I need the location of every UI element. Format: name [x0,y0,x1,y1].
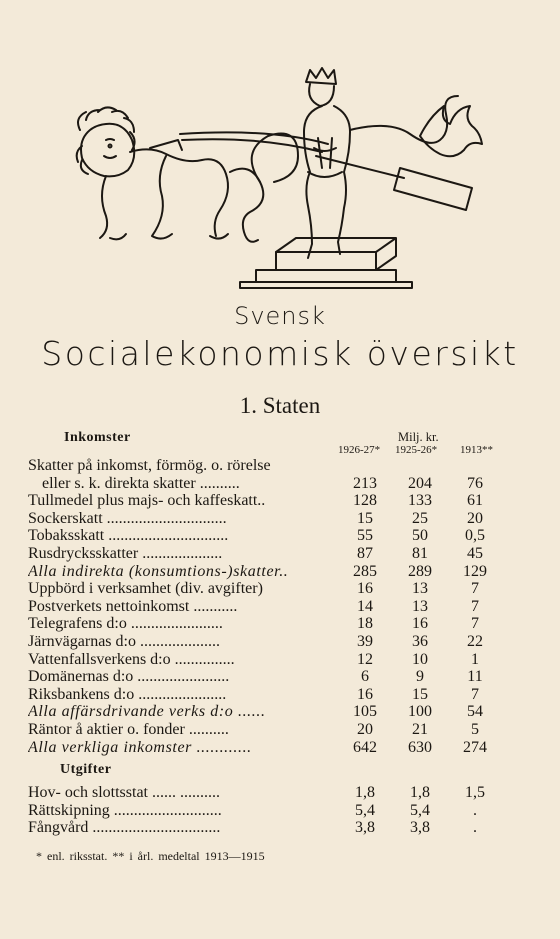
table-row [28,492,538,510]
row-value: 1,8 [355,784,375,801]
table-row [28,703,538,721]
row-value: 21 [412,720,428,738]
row-value: 18 [357,615,373,633]
row-value: . [473,801,477,819]
table-row [28,545,538,563]
row-value: 7 [471,615,479,633]
table-row [28,651,538,669]
row-value: 133 [408,492,432,510]
row-value: 10 [412,650,428,668]
expenses-heading: Utgifter [60,762,112,777]
table-row [28,510,538,528]
expenses-table [28,784,538,837]
table-row [28,686,538,704]
lion-and-figure-illustration [60,60,490,290]
row-value: 25 [412,509,428,527]
row-label: Rusdrycksskatter .................... [28,544,223,562]
row-value: 100 [408,703,432,721]
income-table [28,457,538,756]
income-heading: Inkomster [64,430,131,445]
row-value: 1 [471,650,479,668]
row-value: 128 [353,492,377,510]
section-title: 1. Staten [239,393,321,418]
row-label: Fångvård ................................ [28,819,221,836]
footnote: * enl. riksstat. ** i årl. medeltal 1913—1915 [36,849,265,863]
row-value: 5,4 [355,801,375,819]
column-header-1926: 1926-27* [338,444,381,456]
row-value: . [473,819,477,836]
table-row [28,721,538,739]
row-value: 213 [353,474,377,492]
column-header-1925: 1925-26* [395,444,438,456]
row-label: Skatter på inkomst, förmög. o. rörelse [28,457,271,474]
row-value: 289 [408,562,432,580]
table-row [28,563,538,581]
row-value: 15 [357,509,373,527]
row-label: Alla affärsdrivande verks d:o ...... [28,703,266,721]
row-value: 45 [467,544,483,562]
table-row [28,802,538,820]
row-value: 20 [357,720,373,738]
row-value: 7 [471,580,479,598]
row-label: Vattenfallsverkens d:o ............... [28,650,235,668]
row-label: Sockerskatt .............................. [28,509,227,527]
row-value: 642 [353,738,377,756]
row-value: 7 [471,597,479,615]
crowned-figure-drawing [304,68,458,258]
row-value: 22 [467,632,483,650]
unit-label: Milj. kr. [398,430,439,444]
row-label: Alla verkliga inkomster ............ [28,738,252,756]
row-value: 5 [471,720,479,738]
row-value: 11 [467,668,483,686]
table-row [28,615,538,633]
pedestal-drawing [240,238,412,288]
row-value: 16 [357,580,373,598]
row-value: 3,8 [410,819,430,836]
row-value: 5,4 [410,801,430,819]
row-value: 105 [353,703,377,721]
row-label: Alla indirekta (konsumtions-)skatter.. [28,562,289,580]
row-value: 1,5 [465,784,485,801]
row-value: 0,5 [465,527,485,545]
row-value: 1,8 [410,784,430,801]
row-value: 87 [357,544,373,562]
row-value: 20 [467,509,483,527]
row-value: 13 [412,580,428,598]
row-value: 16 [357,685,373,703]
row-label: Tobaksskatt .............................. [28,527,229,545]
table-row [28,457,538,475]
row-value: 285 [353,562,377,580]
row-value: 7 [471,685,479,703]
row-value: 630 [408,738,432,756]
row-value: 129 [463,562,487,580]
lion-drawing [77,107,264,241]
row-value: 39 [357,632,373,650]
row-value: 13 [412,597,428,615]
row-value: 204 [408,474,432,492]
row-label: Rättskipning ........................... [28,801,222,819]
row-value: 12 [357,650,373,668]
row-value: 36 [412,632,428,650]
row-value: 16 [412,615,428,633]
row-label: Uppbörd i verksamhet (div. avgifter) [28,580,263,598]
row-value: 54 [467,703,483,721]
row-value: 55 [357,527,373,545]
row-value: 6 [361,668,369,686]
page-title: Socialekonomisk översikt [41,334,519,373]
row-label: Hov- och slottsstat ...... .......... [28,784,220,801]
row-label: eller s. k. direkta skatter .......... [42,474,240,492]
row-label: Järnvägarnas d:o .................... [28,632,220,650]
row-value: 61 [467,492,483,510]
page-supertitle: Svensk [234,302,326,330]
table-row [28,527,538,545]
table-row [28,668,538,686]
row-value: 50 [412,527,428,545]
row-value: 3,8 [355,819,375,836]
row-label: Räntor å aktier o. fonder .......... [28,720,229,738]
row-value: 9 [416,668,424,686]
plume-drawing [420,106,482,156]
row-label: Tullmedel plus majs- och kaffeskatt.. [28,492,266,510]
table-row [28,819,538,837]
column-header-1913: 1913** [460,444,493,456]
table-row [28,739,538,757]
row-value: 81 [412,544,428,562]
table-row [28,580,538,598]
row-value: 14 [357,597,373,615]
row-label: Riksbankens d:o ...................... [28,685,227,703]
table-row [28,633,538,651]
table-row [28,784,538,802]
row-value: 15 [412,685,428,703]
table-row [28,598,538,616]
table-row [28,475,538,493]
row-label: Domänernas d:o ....................... [28,668,230,686]
row-value: 274 [463,738,487,756]
row-label: Postverkets nettoinkomst ........... [28,597,238,615]
club-drawing [316,156,472,210]
row-label: Telegrafens d:o ....................... [28,615,223,633]
row-value: 76 [467,474,483,492]
